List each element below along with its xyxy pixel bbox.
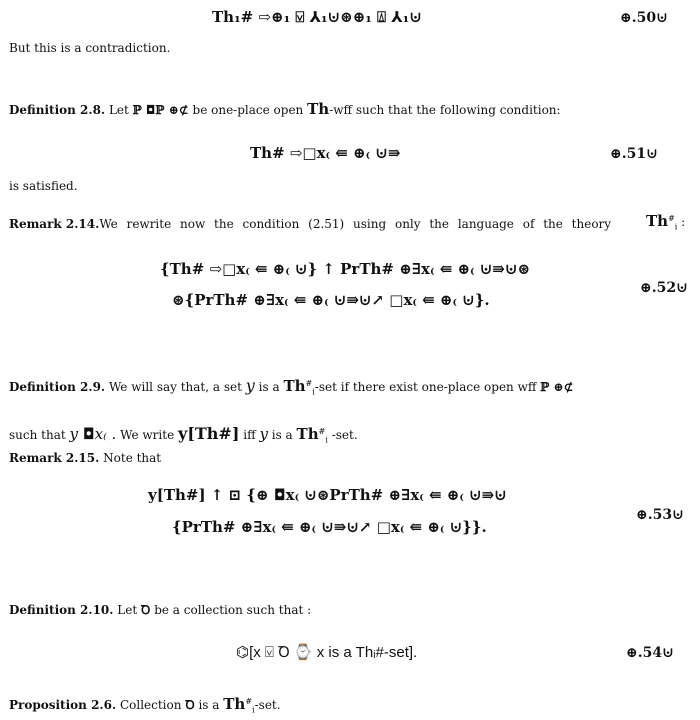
proposition-2-6-symbol: Ꝺ [185,698,195,712]
remark-2-15-head: Remark 2.15. [9,451,100,465]
equation-number-2-50: ⊕.50⊍ [620,10,668,26]
equation-2-53-line-1: y[Th#] ↑ ⊡ {⊕ ◘x₍ ⊍⊛PrTh# ⊕∃x₍ ⇚ ⊕₍ ⊍⇛⊍ [148,486,507,504]
definition-2-8-symbol: ℙ ◘ℙ ⊕⊄ [132,103,189,117]
equation-number-2-51: ⊕.51⊍ [610,146,658,162]
paragraph-satisfied: is satisfied. [9,179,78,193]
definition-2-8-middle: be one-place open [192,103,304,117]
definition-2-9-th: Th [283,377,306,395]
equation-2-53-line-2: {PrTh# ⊕∃x₍ ⇚ ⊕₍ ⊍⇛⊍↗ □x₍ ⇚ ⊕₍ ⊍}}. [172,518,487,536]
remark-2-14-theory: $Th^{\#}_i$ : [646,212,686,232]
definition-2-8 [9,102,561,117]
definition-2-9-y-2: y [259,425,268,443]
paragraph-contradiction: But this is a contradiction. [9,41,171,55]
definition-2-9-text-8: -set. [331,428,358,442]
definition-2-10-lead: Let [117,603,138,617]
proposition-2-6-text-2: is a [198,698,220,712]
definition-2-9-expr-2: y[Th#] [178,424,240,443]
equation-number-2-53: ⊕.53⊍ [636,507,684,523]
remark-2-14-colon: : [681,215,686,229]
definition-2-8-lead: Let [108,103,129,117]
definition-2-9-th-2: Th [296,425,319,443]
equation-2-52-line-1: {Th# ⇨□x₍ ⇚ ⊕₍ ⊍} ↑ PrTh# ⊕∃x₍ ⇚ ⊕₍ ⊍⇛⊍⊛ [160,260,531,278]
definition-2-9-line-2: such that y ◘x₍ . We write y[Th#] iff y is a $Th^{\#}_i$ -set. [9,424,358,445]
definition-2-10-symbol: Ꝺ [141,603,151,617]
equation-2-51: Th# ⇨□x₍ ⇚ ⊕₍ ⊍⇛ [250,144,401,162]
definition-2-10 [9,604,311,616]
remark-2-14-th: Th [646,212,669,230]
remark-2-15-text: Note that [103,451,162,465]
definition-2-8-head: Definition 2.8. [9,103,106,117]
proposition-2-6-text-3: -set. [254,698,281,712]
definition-2-9-text-7: is a [271,428,293,442]
proposition-2-6: Proposition 2.6. Collection Ꝺ is a $Th^{\#}_i$-set. [9,695,281,715]
definition-2-9-text-2: is a [258,380,280,394]
equation-2-52-line-2: ⊛{PrTh# ⊕∃x₍ ⇚ ⊕₍ ⊍⇛⊍↗ □x₍ ⇚ ⊕₍ ⊍}. [172,291,490,309]
remark-2-14-text: We rewrite now the condition (2.51) using only the language of the theory [99,217,612,231]
remark-2-15 [9,452,161,464]
definition-2-10-head: Definition 2.10. [9,603,114,617]
definition-2-8-tail: -wff such that the following condition: [329,103,561,117]
definition-2-9-symbol: ℙ ⊕⊄ [540,380,574,394]
remark-2-14 [9,218,611,230]
definition-2-9-expr-1: y ◘x₍ . [69,425,117,443]
equation-number-2-54: ⊕.54⊍ [626,645,674,661]
definition-2-9-line-1: Definition 2.9. We will say that, a set y is a $Th^{\#}_i$-set if there exist one-place open wff ℙ ⊕⊄ [9,376,574,397]
definition-2-9-head: Definition 2.9. [9,380,106,394]
definition-2-9-text-5: We write [120,428,175,442]
remark-2-14-head: Remark 2.14. [9,217,100,231]
definition-2-9-text-4: such that [9,428,66,442]
definition-2-9-y: y [245,376,255,395]
definition-2-9-text-3: -set if there exist one-place open wff [314,380,537,394]
definition-2-8-th: Th [307,100,330,118]
proposition-2-6-th: Th [223,695,246,713]
proposition-2-6-head: Proposition 2.6. [9,698,117,712]
definition-2-9-text-6: iff [243,428,256,442]
equation-number-2-52: ⊕.52⊍ [640,280,688,296]
definition-2-9-text-1: We will say that, a set [108,380,242,394]
equation-2-54: ⌬[x ⍌ Ꝺ ⌚ x is a Thᵢ#-set]. [236,644,418,661]
proposition-2-6-text-1: Collection [119,698,182,712]
definition-2-10-text: be a collection such that : [154,603,312,617]
equation-2-50: Th₁# ⇨⊕₁ ⍌ ⅄₁⊍⊛⊕₁ ⍍ ⅄₁⊍ [212,8,422,26]
